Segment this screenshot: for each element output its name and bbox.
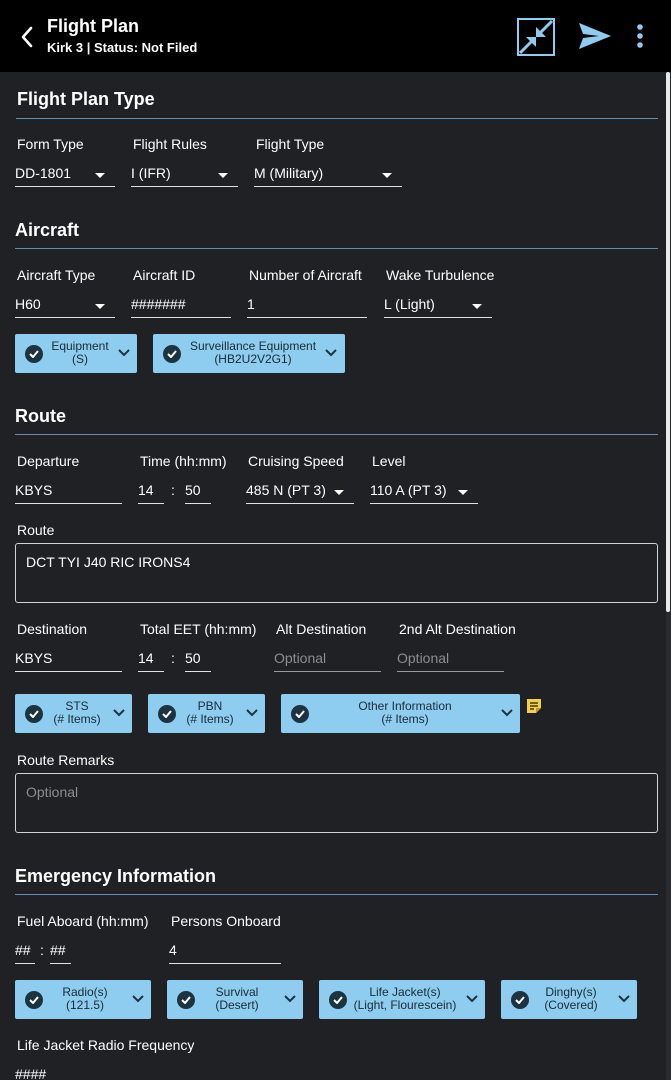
- level-select[interactable]: [370, 478, 478, 504]
- alt2-destination-input[interactable]: [397, 646, 504, 672]
- alt-destination-label: Alt Destination: [276, 621, 367, 637]
- time-separator: :: [171, 482, 175, 498]
- more-button[interactable]: [630, 22, 650, 50]
- dropdown-arrow-icon: [472, 304, 482, 309]
- destination-value: KBYS: [15, 650, 53, 666]
- chevron-down-icon: [617, 992, 631, 1006]
- section-divider: [15, 248, 658, 249]
- check-circle-icon: [163, 345, 181, 363]
- check-circle-icon: [25, 345, 43, 363]
- dinghy-chip[interactable]: [501, 980, 637, 1019]
- route-remarks-label: Route Remarks: [17, 752, 115, 768]
- cruising-speed-select[interactable]: [246, 478, 354, 504]
- scrollbar-thumb[interactable]: [666, 72, 670, 612]
- sts-chip[interactable]: [15, 694, 132, 733]
- aircraft-id-input[interactable]: [131, 292, 231, 318]
- sts-chip-label: STS (# Items): [53, 699, 101, 726]
- eet-minutes-value: 50: [185, 650, 201, 666]
- section-divider: [15, 434, 658, 435]
- aircraft-id-value: #######: [131, 296, 186, 312]
- section-title-route: Route: [15, 406, 66, 426]
- section-title-flight-plan-type: Flight Plan Type: [17, 89, 155, 109]
- chevron-down-icon: [245, 706, 259, 720]
- time-minutes-input[interactable]: [185, 478, 211, 504]
- more-vertical-icon: [636, 23, 644, 49]
- fuel-hours-input[interactable]: [15, 938, 35, 964]
- check-circle-icon: [329, 991, 347, 1009]
- form-type-label: Form Type: [17, 136, 84, 152]
- time-minutes-value: 50: [185, 482, 201, 498]
- chevron-down-icon: [465, 992, 479, 1006]
- section-title-aircraft: Aircraft: [15, 220, 80, 240]
- app-header: [0, 0, 671, 72]
- eet-separator: :: [171, 650, 175, 666]
- cruising-speed-label: Cruising Speed: [248, 453, 344, 469]
- flight-type-select[interactable]: [254, 161, 402, 187]
- dropdown-arrow-icon: [218, 173, 228, 178]
- check-circle-icon: [25, 705, 43, 723]
- page-title: Flight Plan: [47, 16, 139, 36]
- fuel-minutes-input[interactable]: [50, 938, 71, 964]
- dropdown-arrow-icon: [95, 304, 105, 309]
- life-jackets-chip-label: Life Jacket(s) (Light, Flourescein): [353, 985, 457, 1012]
- time-hours-value: 14: [138, 482, 154, 498]
- surveillance-equipment-chip[interactable]: [153, 334, 345, 373]
- life-jackets-chip[interactable]: [319, 980, 485, 1019]
- level-label: Level: [372, 453, 406, 469]
- dropdown-arrow-icon: [95, 173, 105, 178]
- number-of-aircraft-label: Number of Aircraft: [249, 267, 362, 283]
- check-circle-icon: [291, 705, 309, 723]
- fuel-hours-value: ##: [15, 942, 31, 958]
- persons-onboard-input[interactable]: [169, 938, 281, 964]
- destination-input[interactable]: [15, 646, 122, 672]
- alt2-destination-placeholder: Optional: [397, 650, 450, 666]
- dinghy-chip-label: Dinghy(s) (Covered): [544, 985, 598, 1012]
- equipment-chip[interactable]: [15, 334, 137, 373]
- total-eet-label: Total EET (hh:mm): [140, 621, 257, 637]
- chevron-down-icon: [500, 706, 514, 720]
- alt2-destination-label: 2nd Alt Destination: [399, 621, 516, 637]
- aircraft-type-label: Aircraft Type: [17, 267, 96, 283]
- life-jacket-radio-label: Life Jacket Radio Frequency: [17, 1037, 195, 1053]
- destination-label: Destination: [17, 621, 88, 637]
- chevron-down-icon: [324, 346, 338, 360]
- check-circle-icon: [511, 991, 529, 1009]
- life-jacket-radio-value: ####: [15, 1066, 47, 1080]
- route-remarks-textarea[interactable]: [15, 773, 658, 833]
- persons-onboard-label: Persons Onboard: [171, 913, 281, 929]
- radios-chip[interactable]: [15, 980, 151, 1019]
- chevron-down-icon: [131, 992, 145, 1006]
- note-button[interactable]: [525, 697, 543, 715]
- survival-chip[interactable]: [167, 980, 303, 1019]
- time-hours-input[interactable]: [138, 478, 164, 504]
- dropdown-arrow-icon: [334, 490, 344, 495]
- collapse-arrows-icon: [517, 18, 555, 56]
- section-title-emergency: Emergency Information: [15, 866, 217, 886]
- equipment-chip-label: Equipment (S): [51, 339, 109, 366]
- cruising-speed-value: 485 N (PT 3): [246, 482, 326, 498]
- pbn-chip-label: PBN (# Items): [186, 699, 234, 726]
- fuel-separator: :: [40, 942, 44, 958]
- dropdown-arrow-icon: [382, 173, 392, 178]
- note-icon: [525, 697, 543, 715]
- other-information-chip-label: Other Information (# Items): [358, 699, 452, 726]
- number-of-aircraft-input[interactable]: [247, 292, 367, 318]
- radios-chip-label: Radio(s) (121.5): [62, 985, 108, 1012]
- alt-destination-placeholder: Optional: [274, 650, 327, 666]
- pbn-chip[interactable]: [148, 694, 265, 733]
- eet-minutes-input[interactable]: [185, 646, 211, 672]
- chevron-down-icon: [283, 992, 297, 1006]
- aircraft-type-value: H60: [15, 296, 41, 312]
- chevron-down-icon: [117, 346, 131, 360]
- life-jacket-radio-input[interactable]: [15, 1062, 55, 1080]
- check-circle-icon: [158, 705, 176, 723]
- surveillance-equipment-chip-label: Surveillance Equipment (HB2U2V2G1): [189, 339, 317, 366]
- send-icon: [577, 21, 613, 51]
- flight-rules-select[interactable]: [131, 161, 238, 187]
- route-value: DCT TYI J40 RIC IRONS4: [26, 554, 191, 570]
- wake-turbulence-select[interactable]: [384, 292, 492, 318]
- level-value: 110 A (PT 3): [370, 482, 447, 498]
- departure-label: Departure: [17, 453, 80, 469]
- check-circle-icon: [177, 991, 195, 1009]
- persons-onboard-value: 4: [169, 942, 177, 958]
- flight-rules-value: I (IFR): [131, 165, 171, 181]
- section-divider: [15, 894, 658, 895]
- form-type-value: DD-1801: [15, 165, 72, 181]
- check-circle-icon: [25, 991, 43, 1009]
- aircraft-type-select[interactable]: [15, 292, 115, 318]
- route-textarea[interactable]: [15, 543, 658, 603]
- survival-chip-label: Survival (Desert): [215, 985, 259, 1012]
- flight-rules-label: Flight Rules: [133, 136, 207, 152]
- eet-hours-input[interactable]: [138, 646, 164, 672]
- chevron-down-icon: [112, 706, 126, 720]
- flight-type-label: Flight Type: [256, 136, 325, 152]
- wake-turbulence-label: Wake Turbulence: [386, 267, 495, 283]
- fuel-minutes-value: ##: [50, 942, 66, 958]
- page-subtitle: Kirk 3 | Status: Not Filed: [47, 40, 198, 55]
- departure-input[interactable]: [15, 478, 122, 504]
- chevron-left-icon: [20, 26, 34, 48]
- aircraft-id-label: Aircraft ID: [133, 267, 196, 283]
- form-type-select[interactable]: [15, 161, 115, 187]
- time-label: Time (hh:mm): [140, 453, 227, 469]
- section-divider: [16, 118, 658, 119]
- alt-destination-input[interactable]: [274, 646, 381, 672]
- number-of-aircraft-value: 1: [247, 296, 255, 312]
- other-information-chip[interactable]: [281, 694, 520, 733]
- route-label: Route: [17, 522, 55, 538]
- collapse-button[interactable]: [517, 18, 555, 56]
- eet-hours-value: 14: [138, 650, 154, 666]
- route-remarks-placeholder: Optional: [26, 784, 79, 800]
- dropdown-arrow-icon: [458, 490, 468, 495]
- wake-turbulence-value: L (Light): [384, 296, 435, 312]
- fuel-aboard-label: Fuel Aboard (hh:mm): [17, 913, 149, 929]
- send-button[interactable]: [577, 20, 613, 52]
- departure-value: KBYS: [15, 482, 53, 498]
- back-button[interactable]: [14, 22, 40, 52]
- flight-type-value: M (Military): [254, 165, 324, 181]
